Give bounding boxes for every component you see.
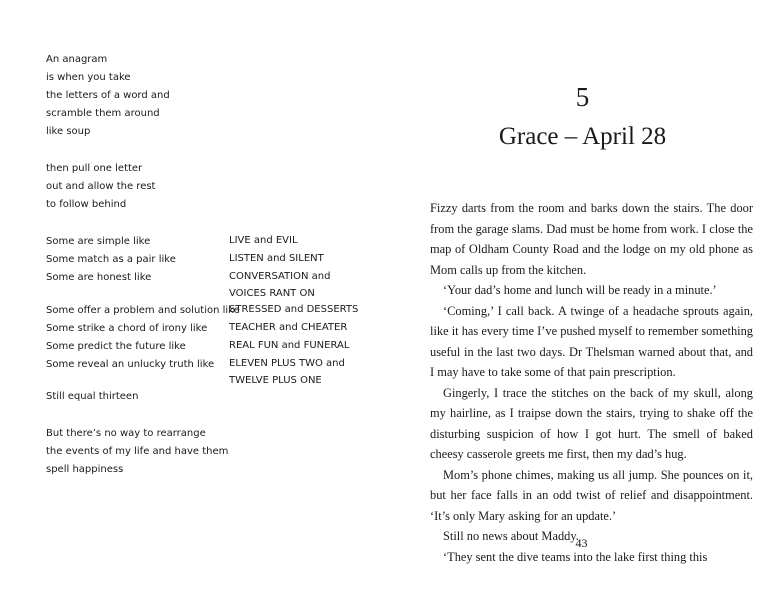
anagram-example: LISTEN and SILENT bbox=[229, 253, 324, 264]
anagram-example: LIVE and EVIL bbox=[229, 235, 298, 246]
poem-line: Still equal thirteen bbox=[46, 391, 139, 402]
anagram-label: Some offer a problem and solution like bbox=[46, 305, 240, 316]
poem-line: An anagram bbox=[46, 54, 108, 65]
anagram-label: Some predict the future like bbox=[46, 341, 186, 352]
poem-line: the events of my life and have them bbox=[46, 446, 229, 457]
anagram-label: Some reveal an unlucky truth like bbox=[46, 359, 215, 370]
poem-line: is when you take bbox=[46, 72, 131, 83]
paragraph: Fizzy darts from the room and barks down the stairs. The door from the garage slams. Dad must be home from work. I close the map of Oldham County Road and the lodge on my old phone as Mom calls up from the kitchen. bbox=[430, 201, 753, 277]
paragraph: Gingerly, I trace the stitches on the back of my skull, along my hairline, as I traipse down the stairs, trying to shake off the disturbing suspicion of how I got hurt. The smell of baked cheesy casserole greets me first, then my dad’s hug. bbox=[430, 385, 753, 461]
poem-line: then pull one letter bbox=[46, 163, 143, 174]
anagram-label: Some strike a chord of irony like bbox=[46, 323, 208, 334]
anagram-example: STRESSED and DESSERTS bbox=[229, 304, 359, 315]
poem-line: the letters of a word and bbox=[46, 90, 170, 101]
poem-line: scramble them around bbox=[46, 108, 160, 119]
right-page bbox=[391, 0, 782, 600]
anagram-label: Some match as a pair like bbox=[46, 254, 176, 265]
paragraph: Still no news about Maddy. bbox=[443, 529, 579, 543]
poem-line: like soup bbox=[46, 126, 91, 137]
chapter-number: 5 bbox=[575, 82, 590, 112]
anagram-example: TEACHER and CHEATER bbox=[229, 322, 348, 333]
paragraph: ‘Your dad’s home and lunch will be ready in a minute.’ bbox=[443, 283, 717, 297]
anagram-example: CONVERSATION and bbox=[229, 271, 331, 282]
anagram-example: VOICES RANT ON bbox=[229, 288, 315, 299]
anagram-label: Some are honest like bbox=[46, 272, 152, 283]
anagram-label: Some are simple like bbox=[46, 236, 151, 247]
poem-line: But there’s no way to rearrange bbox=[46, 428, 206, 439]
anagram-example: ELEVEN PLUS TWO and bbox=[229, 358, 345, 369]
paragraph: ‘Coming,’ I call back. A twinge of a headache sprouts again, like it has every time I’ve pushed myself to remember something useful in the last two days. Dr Thelsman warned about that, and I may have to take some of that pain prescription. bbox=[430, 303, 753, 379]
anagram-example: REAL FUN and FUNERAL bbox=[229, 340, 350, 351]
poem-line: to follow behind bbox=[46, 199, 127, 210]
anagram-example: TWELVE PLUS ONE bbox=[229, 375, 322, 386]
page-number: 43 bbox=[575, 536, 588, 550]
chapter-title: Grace – April 28 bbox=[498, 123, 667, 150]
paragraph: Mom’s phone chimes, making us all jump. She pounces on it, but her face falls in an odd twist of relief and disappointment. ‘It’s only Mary asking for an update.’ bbox=[430, 467, 753, 523]
chapter-body bbox=[430, 198, 753, 567]
poem-line: spell happiness bbox=[46, 464, 124, 475]
poem-line: out and allow the rest bbox=[46, 181, 156, 192]
paragraph: ‘They sent the dive teams into the lake first thing this bbox=[443, 549, 708, 564]
